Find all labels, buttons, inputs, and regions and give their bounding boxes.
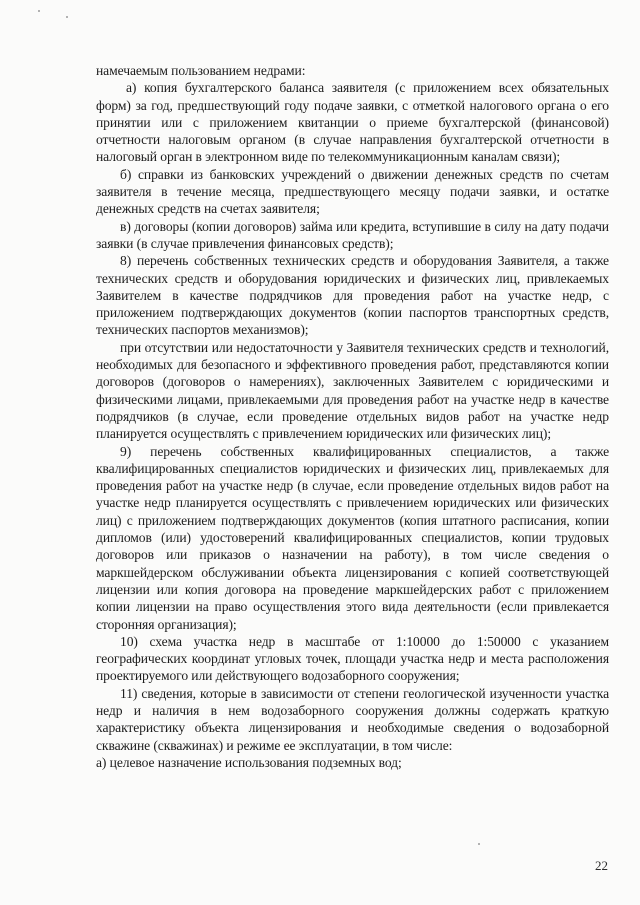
document-body	[96, 62, 609, 771]
paragraph: в) договоры (копии договоров) займа или кредита, вступившие в силу на дату подачи заявки (в случае привлечения финансовых средств);	[96, 218, 609, 251]
paragraph: а) копия бухгалтерского баланса заявителя (с приложением всех обязательных форм) за год, предшествующий году подаче заявки, с отметкой налогового органа о его принятии или с приложением квитанции о приеме бухгалтерской (финансовой) отчетности налоговым органом (в случае направления бухгалтерской отчетности в налоговый орган в электронном виде по телекоммуникационным каналам связи);	[96, 80, 609, 165]
paragraph: б) справки из банковских учреждений о движении денежных средств по счетам заявителя в течение месяца, предшествующего месяцу подачи заявки, и остатке денежных средств на счетах заявителя;	[96, 166, 609, 217]
paragraph: 8) перечень собственных технических средств и оборудования Заявителя, а также технических средств и оборудования юридических и физических лиц, привлекаемых Заявителем в качестве подрядчиков для проведения работ на участке недр, с приложением подтверждающих документов (копии паспортов транспортных средств, технических паспортов механизмов);	[96, 253, 609, 338]
paragraph: намечаемым пользованием недрами:	[96, 63, 306, 78]
paragraph: а) целевое назначение использования подземных вод;	[96, 754, 402, 770]
scan-speck	[478, 843, 480, 845]
paragraph: при отсутствии или недостаточности у Заявителя технических средств и технологий, необходимых для безопасного и эффективного проведения работ, представляются копии договоров (договоров о намерениях), заключенных Заявителем с юридическими и физическими лицами, привлекаемыми для проведения работ на участке недр в качестве подрядчиков (в случае, если проведение отдельных видов работ на участке недр планируется осуществлять с привлечением юридических или физических лиц);	[96, 339, 609, 442]
scan-speck	[66, 16, 68, 18]
paragraph: 11) сведения, которые в зависимости от степени геологической изученности участка недр и наличия в нем водозаборного сооружения должны содержать краткую характеристику объекта лицензирования и необходимые сведения о водозаборной скважине (скважинах) и режиме ее эксплуатации, в том числе:	[96, 685, 609, 753]
page-number: 22	[595, 858, 608, 873]
paragraph: 10) схема участка недр в масштабе от 1:10000 до 1:50000 с указанием географических координат угловых точек, площади участка недр и места расположения проектируемого или действующего водозаборного сооружения;	[96, 633, 609, 684]
scan-speck	[38, 10, 40, 12]
paragraph: 9) перечень собственных квалифицированных специалистов, а также квалифицированных специалистов юридических и физических лиц, привлекаемых для проведения работ на участке недр (в случае, если проведение отдельных видов работ на участке недр планируется осуществлять с привлечением юридических или физических лиц) с приложением подтверждающих документов (копия штатного расписания, копии дипломов (или) удостоверений квалифицированных специалистов, копии трудовых договоров или приказов о назначении на работу), в том числе сведения о маркшейдерском обслуживании объекта лицензирования с копией соответствующей лицензии или копия договора на проведение маркшейдерских работ с приложением копии лицензии на право осуществления этого вида деятельности (если привлекается сторонняя организация);	[96, 443, 609, 632]
